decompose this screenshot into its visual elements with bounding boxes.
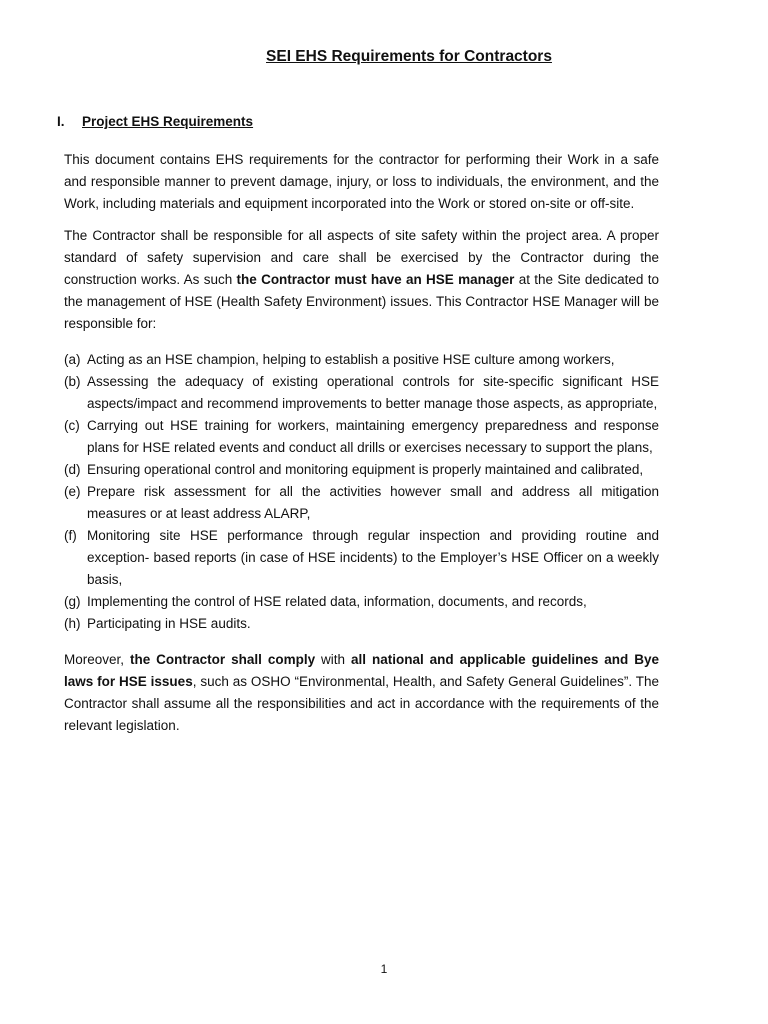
list-item — [64, 459, 659, 481]
list-item-text: Monitoring site HSE performance through regular inspection and providing routine and exception- based reports (in case of HSE incidents) to the Employer’s HSE Officer on a weekly basis, — [87, 528, 659, 587]
paragraph-intro: This document contains EHS requirements for the contractor for performing their Work in a safe and responsible manner to prevent damage, injury, or loss to individuals, the environment, and the Work, including materials and equipment incorporated into the Work or stored on-site or off-site. — [64, 152, 659, 211]
paragraph-responsibility — [64, 225, 659, 335]
page-number: 1 — [380, 962, 388, 976]
list-item-text: Carrying out HSE training for workers, maintaining emergency preparedness and response plans for HSE related events and conduct all drills or exercises necessary to support the plans, — [87, 418, 659, 455]
list-item-text: Acting as an HSE champion, helping to establish a positive HSE culture among workers, — [87, 352, 615, 367]
list-item — [64, 613, 659, 635]
list-item-text: Participating in HSE audits. — [87, 616, 251, 631]
list-item — [64, 481, 659, 525]
section-number: I. — [57, 114, 65, 129]
list-item — [64, 371, 659, 415]
paragraph-text: , such as OSHO “Environmental, Health, and Safety General Guidelines”. The Contractor shall assume all the responsibilities and act in accordance with the requirements of the relevant legislation. — [64, 674, 659, 733]
list-marker: (b) — [64, 374, 81, 389]
emphasis-text: the Contractor must have an HSE manager — [236, 272, 515, 287]
list-marker: (h) — [64, 616, 81, 631]
list-marker: (a) — [64, 352, 81, 367]
paragraph-text: with — [315, 652, 352, 667]
list-marker: (d) — [64, 462, 81, 477]
list-marker: (f) — [64, 528, 77, 543]
list-item — [64, 349, 659, 371]
section-heading — [57, 114, 253, 129]
section-heading-label: Project EHS Requirements — [82, 114, 254, 129]
paragraph-text: The Contractor shall be responsible for all aspects of site safety within the project area. A proper standard of safety supervision and care shall be exercised by the Contractor during the construction works. As such — [64, 228, 659, 287]
emphasis-text: the Contractor shall comply — [129, 652, 316, 667]
document-title: SEI EHS Requirements for Contractors — [266, 48, 552, 65]
list-marker: (e) — [64, 484, 81, 499]
list-item-text: Prepare risk assessment for all the activities however small and address all mitigation measures or at least address ALARP, — [87, 484, 659, 521]
paragraph-text: at the Site dedicated to the management of HSE (Health Safety Environment) issues. This Contractor HSE Manager will be responsible for: — [64, 272, 659, 331]
paragraph-compliance — [64, 649, 659, 737]
list-item-text: Implementing the control of HSE related data, information, documents, and records, — [87, 594, 587, 609]
emphasis-text: all national and applicable guidelines and Bye laws for HSE issues — [64, 652, 659, 689]
paragraph-text: Moreover, — [64, 652, 130, 667]
list-marker: (g) — [64, 594, 81, 609]
list-item — [64, 525, 659, 591]
list-item-text: Assessing the adequacy of existing operational controls for site-specific significant HSE aspects/impact and recommend improvements to better manage those aspects, as appropriate, — [87, 374, 659, 411]
list-item — [64, 591, 659, 613]
responsibility-list — [64, 349, 659, 635]
list-item-text: Ensuring operational control and monitoring equipment is properly maintained and calibrated, — [87, 462, 644, 477]
list-item — [64, 415, 659, 459]
list-marker: (c) — [64, 418, 80, 433]
document-body — [64, 149, 659, 747]
